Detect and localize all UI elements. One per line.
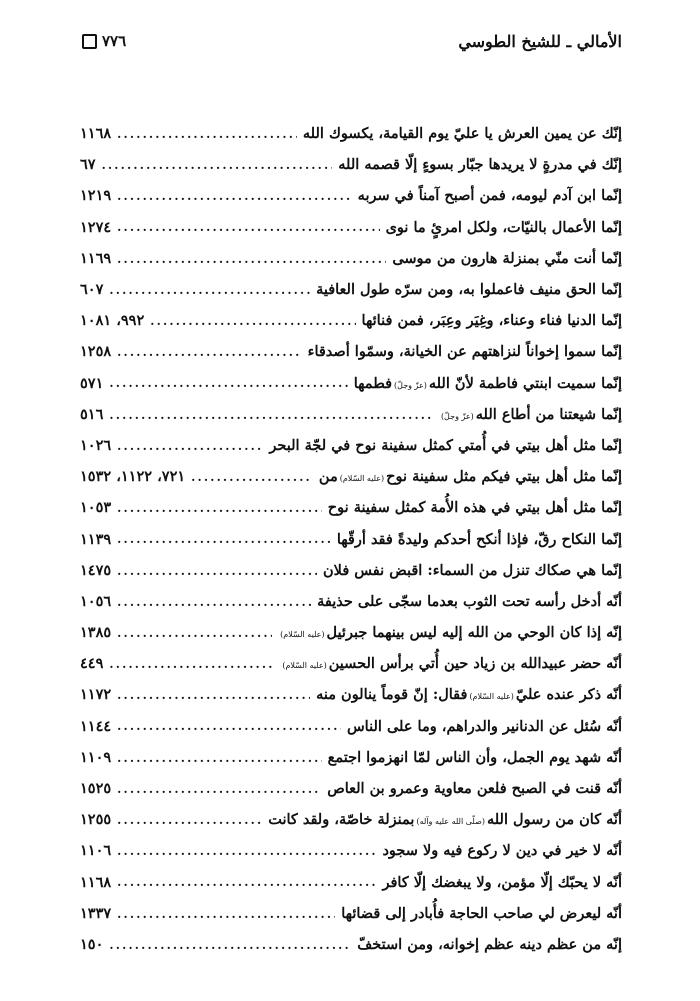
honorific: (عليه السّلام) — [282, 661, 327, 671]
book-title: الأمالي ـ للشيخ الطوسي — [458, 31, 622, 51]
entry-text-cont: بمنزلة خاصّة، ولقد كانت — [268, 811, 415, 829]
dot-leader — [117, 780, 321, 797]
dot-leader — [109, 374, 347, 391]
entry-text — [338, 156, 622, 173]
index-entry — [80, 929, 622, 960]
entry-text — [362, 312, 622, 329]
entry-text-main: إنّما الدنيا فناء وعناء، وغِيَر وعِبَر، فمن فنائها — [361, 312, 622, 330]
honorific: (عزّ وجلّ) — [440, 411, 474, 421]
entry-text-main: إنّما مثل أهل بيتي فيكم مثل سفينة نوح — [386, 468, 622, 486]
index-entry — [80, 180, 622, 211]
entry-text — [386, 219, 622, 236]
dot-leader — [117, 218, 379, 235]
entry-number: ١١٦٨ — [80, 873, 112, 891]
entry-number: ١١٣٩ — [80, 530, 112, 548]
dot-leader — [109, 936, 351, 953]
entry-text — [357, 936, 622, 953]
index-entry — [80, 586, 622, 617]
index-entry — [80, 336, 622, 367]
entry-text-main: إنّه من عظم دينه عظم إخوانه، ومن استخفّ — [357, 935, 622, 953]
entry-text-main: إنّه إذا كان الوحي من الله إليه ليس بينهما جبرئيل — [326, 624, 622, 642]
entry-text — [328, 749, 622, 766]
entry-text — [439, 406, 622, 423]
dot-leader — [117, 873, 376, 890]
entry-text — [278, 624, 622, 641]
page-number-text: ٧٧٦ — [102, 32, 127, 50]
dot-leader — [191, 468, 313, 485]
entry-text — [319, 468, 622, 485]
entry-text-main: أنّه ليعرض لي صاحب الحاجة فأُبادر إلى قضائها — [341, 904, 622, 922]
dot-leader — [117, 562, 317, 579]
index-entry — [80, 212, 622, 243]
entry-text — [327, 780, 622, 797]
index-entry — [80, 118, 622, 149]
entry-text-main: أنّه أدخل رأسه تحت الثوب بعدما سجّى على حذيفة — [317, 592, 622, 610]
dot-leader — [109, 406, 433, 423]
dot-leader — [117, 499, 322, 516]
index-entry — [80, 773, 622, 804]
entry-text — [337, 531, 622, 548]
index-entry — [80, 274, 622, 305]
index-entry — [80, 711, 622, 742]
index-list — [80, 118, 622, 960]
entry-number: ١٣٨٥ — [80, 624, 112, 642]
index-entry — [80, 461, 622, 492]
dot-leader — [117, 749, 321, 766]
entry-text — [354, 375, 622, 392]
entry-text-main: أنّه لا يحبّك إلّا مؤمن، ولا يبغضك إلّا كافر — [382, 873, 622, 891]
index-entry — [80, 368, 622, 399]
entry-text-main: إنّما ابن آدم ليومه، فمن أصبح آمناً في سربه — [357, 187, 622, 205]
entry-text — [323, 562, 622, 579]
entry-text — [268, 811, 622, 828]
index-entry — [80, 648, 622, 679]
entry-text — [269, 437, 622, 454]
entry-text — [358, 187, 622, 204]
entry-number: ١٠٥٦ — [80, 592, 112, 610]
honorific: (عليه السّلام) — [469, 692, 514, 702]
index-entry — [80, 835, 622, 866]
entry-number: ١١٧٢ — [80, 686, 112, 704]
entry-number: ١١٠٦ — [80, 842, 112, 860]
entry-text-cont: من — [318, 468, 338, 486]
index-entry — [80, 149, 622, 180]
dot-leader — [117, 593, 311, 610]
dot-leader — [117, 686, 310, 703]
dot-leader — [117, 811, 262, 828]
entry-number: ٩٩٢، ١٠٨١ — [80, 312, 145, 330]
entry-number: ١٤٧٥ — [80, 561, 112, 579]
entry-number: ٦٧ — [80, 156, 96, 174]
dot-leader — [117, 125, 297, 142]
dot-leader — [117, 717, 341, 734]
dot-leader — [150, 312, 355, 329]
page-number — [82, 32, 126, 50]
entry-text — [382, 874, 622, 891]
entry-number: ١٢١٩ — [80, 187, 112, 205]
entry-text — [392, 250, 622, 267]
entry-number: ١٢٥٨ — [80, 343, 112, 361]
entry-text-main: إنّما سميت ابنتي فاطمة لأنّ الله — [428, 374, 622, 392]
entry-text — [280, 655, 622, 672]
honorific: (صلّى الله عليه وآله) — [416, 817, 485, 827]
entry-text-cont: فقال: إنّ قوماً ينالون منه — [316, 686, 468, 704]
entry-number: ٤٤٩ — [80, 655, 104, 673]
entry-text-main: إنّما هي صكاك تنزل من السماء: اقبض نفس فلان — [323, 561, 622, 579]
page-header — [82, 28, 622, 54]
entry-number: ١٣٣٧ — [80, 904, 112, 922]
honorific: (عليه السّلام) — [280, 630, 325, 640]
entry-text — [308, 343, 622, 360]
entry-number: ١٥٠ — [80, 935, 104, 953]
entry-text-main: أنّه سُئل عن الدنانير والدراهم، وما على الناس — [346, 717, 622, 735]
entry-text — [316, 686, 622, 703]
index-entry — [80, 492, 622, 523]
dot-leader — [117, 905, 335, 922]
entry-text-cont: فطمها — [353, 374, 393, 392]
entry-text — [303, 125, 622, 142]
entry-text — [316, 281, 622, 298]
entry-number: ٦٠٧ — [80, 281, 104, 299]
dot-leader — [117, 250, 386, 267]
index-entry — [80, 243, 622, 274]
dot-leader — [117, 437, 263, 454]
entry-number: ١٢٥٥ — [80, 811, 112, 829]
entry-number: ٧٢١، ١١٢٢، ١٥٣٢ — [80, 468, 186, 486]
index-entry — [80, 430, 622, 461]
index-entry — [80, 898, 622, 929]
index-entry — [80, 555, 622, 586]
entry-text — [341, 905, 622, 922]
entry-text-main: إنّك عن يمين العرش يا عليّ يوم القيامة، يكسوك الله — [302, 125, 622, 143]
entry-text-main: أنّه لا خير في دين لا ركوع فيه ولا سجود — [382, 842, 622, 860]
entry-text-main: أنّه قنت في الصبح فلعن معاوية وعمرو بن العاص — [327, 780, 622, 798]
honorific: (عزّ وجلّ) — [394, 380, 427, 390]
entry-number: ١١٠٩ — [80, 748, 112, 766]
entry-number: ٥١٦ — [80, 405, 104, 423]
index-entry — [80, 742, 622, 773]
entry-text-main: أنّه حضر عبيدالله بن زياد حين أُتي برأس الحسين — [328, 655, 622, 673]
entry-text-main: إنّما أنت منّي بمنزلة هارون من موسى — [392, 249, 622, 267]
dot-leader — [117, 624, 272, 641]
dot-leader — [117, 343, 301, 360]
dot-leader — [117, 842, 376, 859]
entry-number: ١٢٧٤ — [80, 218, 112, 236]
dot-leader — [117, 530, 331, 547]
honorific: (عليه السّلام) — [339, 474, 385, 484]
entry-text — [317, 593, 622, 610]
dot-leader — [109, 281, 310, 298]
square-icon — [82, 34, 97, 49]
entry-text-main: إنّما شيعتنا من أطاع الله — [475, 405, 622, 423]
index-entry — [80, 867, 622, 898]
dot-leader — [102, 156, 333, 173]
entry-text — [382, 842, 622, 859]
entry-text-main: إنّما مثل أهل بيتي في هذه الأُمة كمثل سفينة نوح — [327, 499, 622, 517]
index-entry — [80, 804, 622, 835]
entry-text-main: إنّما الحق منيف فاعملوا به، ومن سرّه طول العافية — [316, 281, 622, 299]
entry-number: ١٠٢٦ — [80, 436, 112, 454]
dot-leader — [117, 187, 352, 204]
entry-text-main: إنّما النكاح رقّ، فإذا أنكح أحدكم وليدةً فقد أرقّها — [336, 530, 622, 548]
entry-text-main: إنّما مثل أهل بيتي في أُمتي كمثل سفينة نوح في لجّة البحر — [269, 436, 622, 454]
entry-number: ١١٦٨ — [80, 125, 112, 143]
entry-text-main: إنّما الأعمال بالنيّات، ولكل امرئٍ ما نوى — [385, 218, 622, 236]
entry-text-main: إنّما سموا إخواناً لنزاهتهم عن الخيانة، وسمّوا أصدقاء — [307, 343, 622, 361]
index-entry — [80, 679, 622, 710]
entry-text-main: أنّه شهد يوم الجمل، وأن الناس لمّا انهزموا اجتمع — [327, 748, 622, 766]
entry-number: ١٥٢٥ — [80, 780, 112, 798]
index-entry — [80, 399, 622, 430]
dot-leader — [109, 655, 274, 672]
entry-text-main: إنّك في مدرةٍ لا يريدها جبّار بسوءٍ إلّا قصمه الله — [338, 156, 622, 174]
index-entry — [80, 523, 622, 554]
entry-text-main: أنّه ذكر عنده عليّ — [515, 686, 622, 704]
entry-number: ١٠٥٣ — [80, 499, 112, 517]
entry-number: ٥٧١ — [80, 374, 104, 392]
entry-number: ١١٤٤ — [80, 717, 112, 735]
entry-number: ١١٦٩ — [80, 249, 112, 267]
entry-text — [347, 718, 622, 735]
entry-text-main: أنّه كان من رسول الله — [486, 811, 622, 829]
index-entry — [80, 305, 622, 336]
index-entry — [80, 617, 622, 648]
entry-text — [328, 499, 622, 516]
